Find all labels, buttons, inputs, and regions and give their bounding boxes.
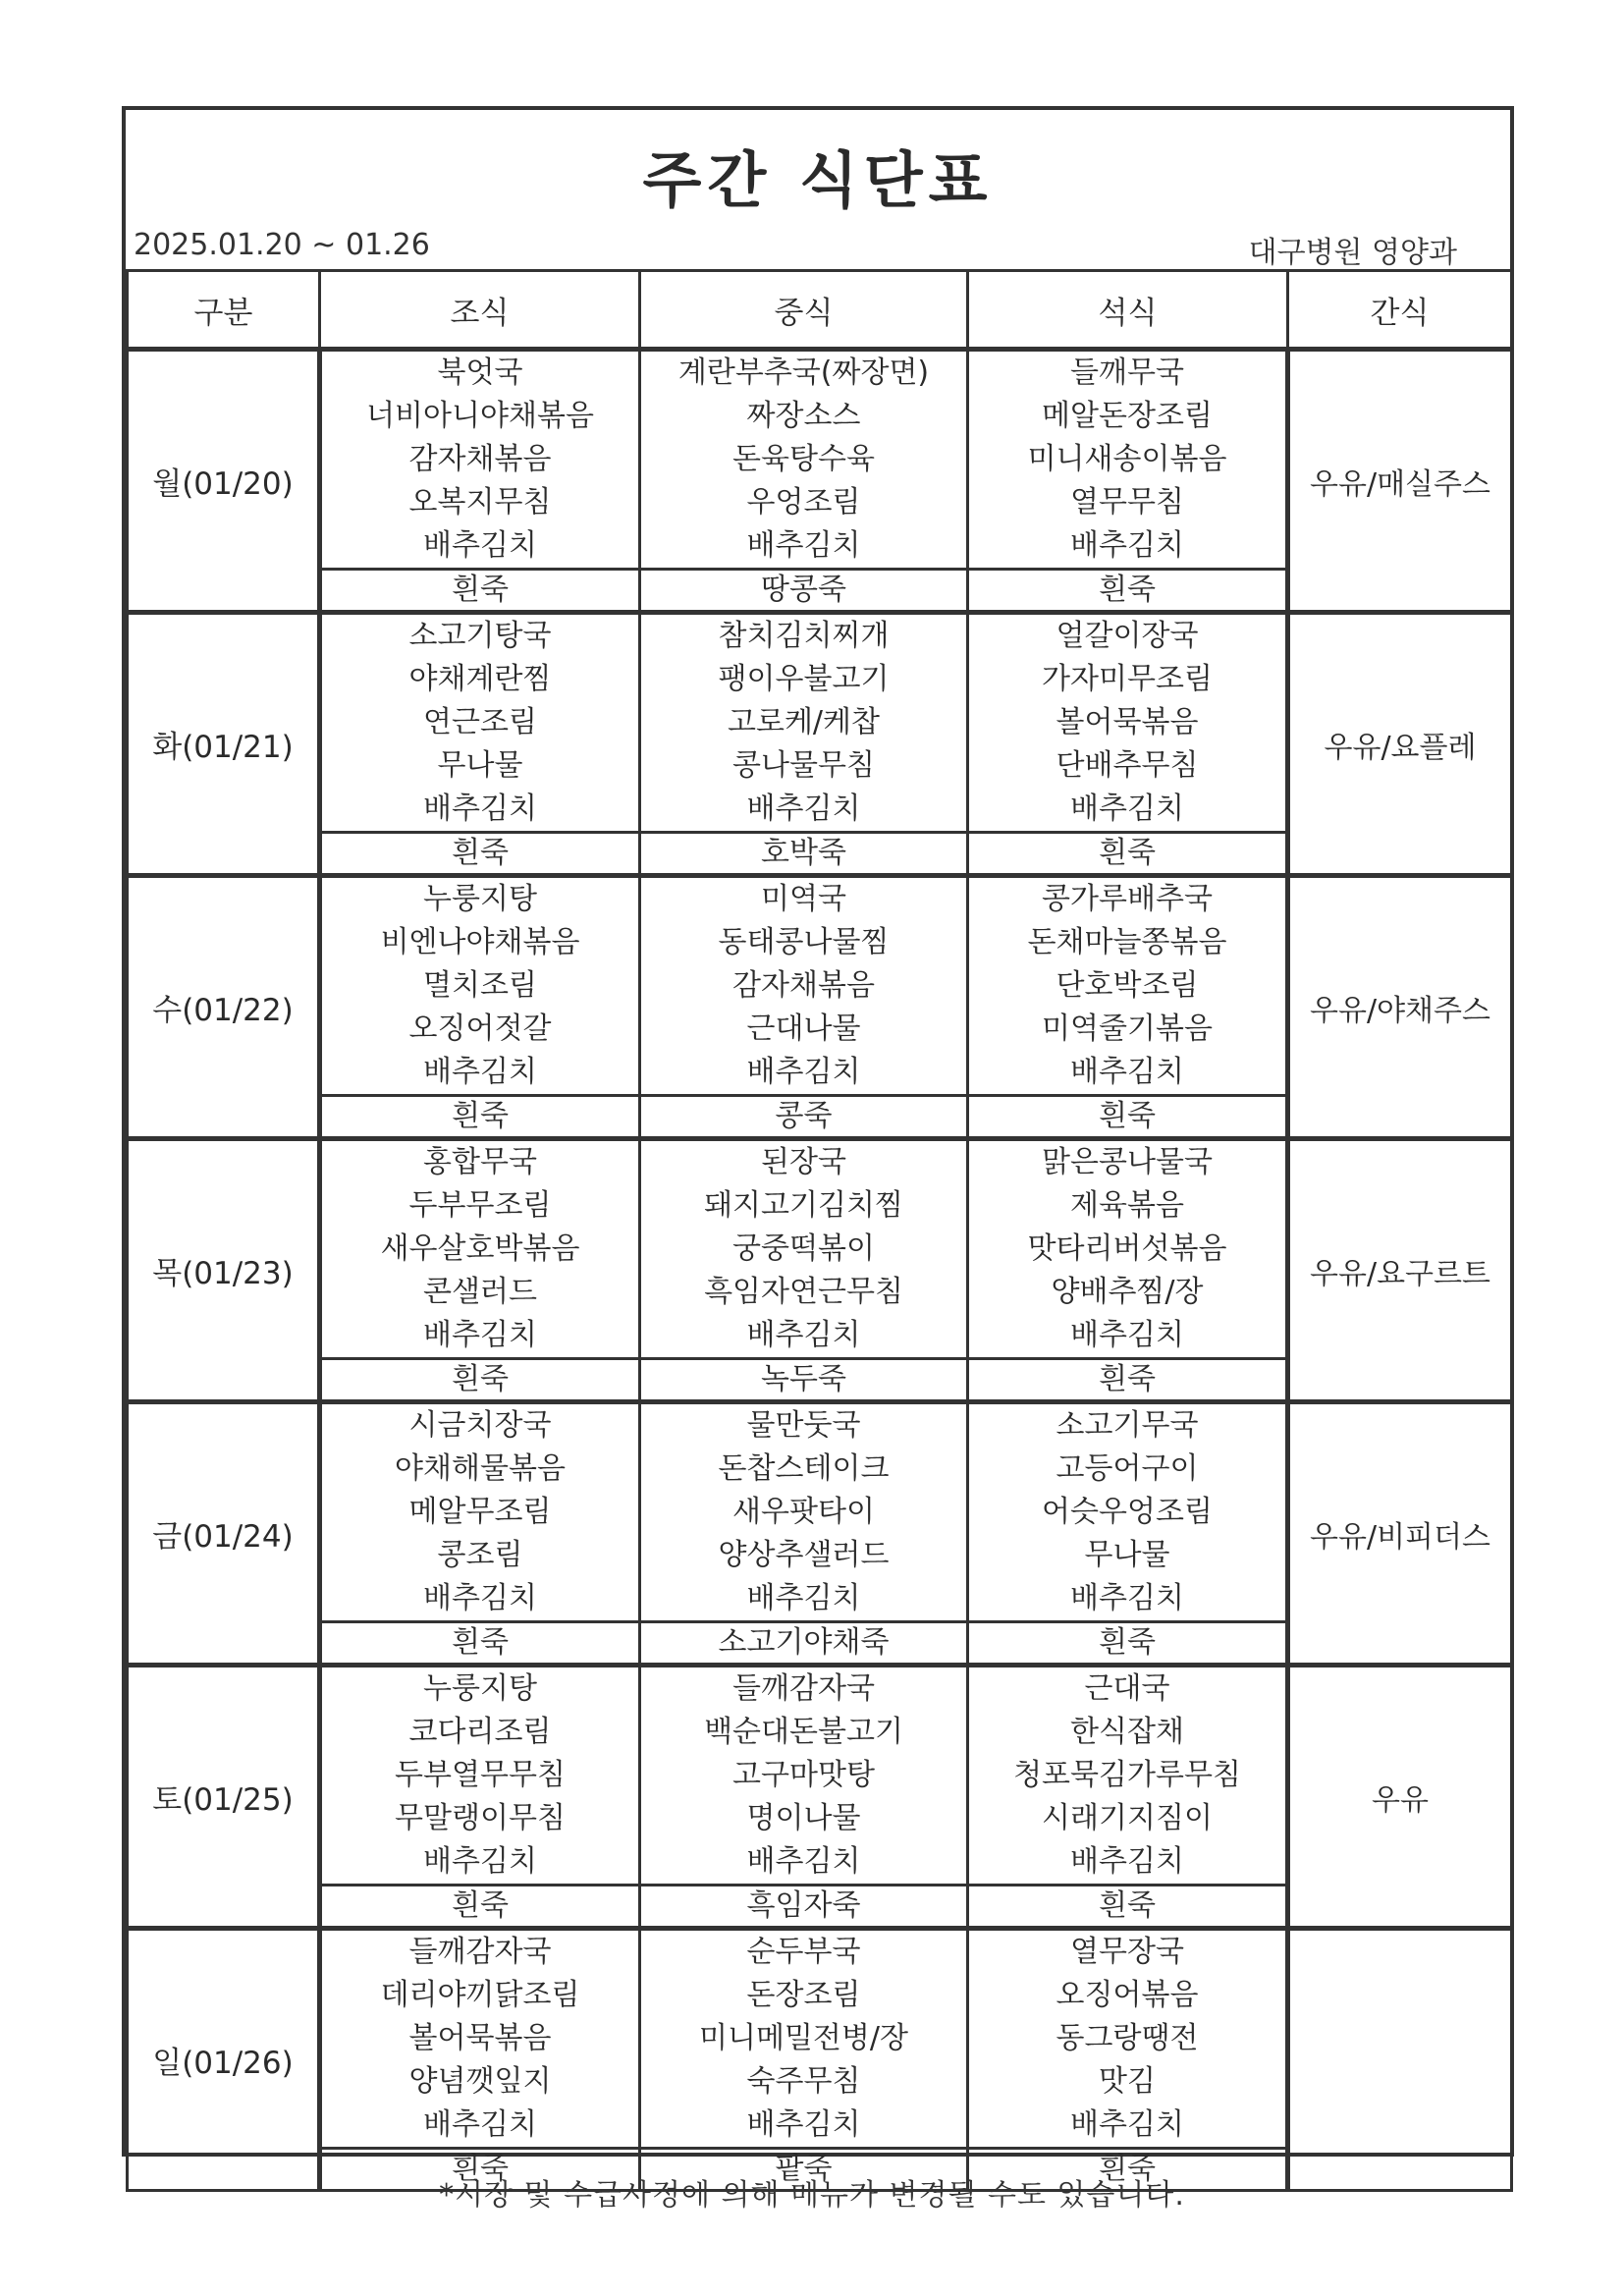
dinner-porridge: 흰죽 [968, 570, 1288, 613]
breakfast-dish: 들깨감자국 [408, 1935, 552, 1969]
day-label: 월(01/20) [128, 350, 320, 613]
dinner-porridge: 흰죽 [968, 1359, 1288, 1402]
dinner-dish: 배추김치 [1070, 1844, 1184, 1879]
day-row [128, 876, 1512, 1096]
dinner-dish: 얼갈이장국 [1056, 619, 1199, 653]
lunch-cell [640, 1139, 968, 1359]
day-row [128, 613, 1512, 833]
dinner-dish: 소고기무국 [1056, 1408, 1199, 1443]
breakfast-cell [320, 1666, 640, 1886]
dinner-dish: 들깨무국 [1070, 355, 1184, 390]
lunch-dish: 배추김치 [746, 1844, 861, 1879]
period-label: 2025.01.20 ~ 01.26 [134, 228, 430, 262]
dinner-dish: 배추김치 [1070, 792, 1184, 826]
lunch-dish: 돼지고기김치찜 [704, 1188, 903, 1223]
dinner-dish: 맛김 [1099, 2064, 1156, 2099]
dinner-dish: 열무장국 [1070, 1935, 1184, 1969]
dinner-cell [968, 613, 1288, 833]
snack-cell: 우유/비피더스 [1288, 1402, 1512, 1666]
dinner-dish: 근대국 [1084, 1671, 1170, 1706]
snack-cell: 우유 [1288, 1666, 1512, 1929]
dinner-cell [968, 1139, 1288, 1359]
lunch-porridge: 땅콩죽 [640, 570, 968, 613]
breakfast-dish: 콘샐러드 [423, 1275, 537, 1309]
breakfast-dish: 홍합무국 [423, 1145, 537, 1179]
lunch-porridge: 호박죽 [640, 833, 968, 876]
lunch-cell [640, 1402, 968, 1622]
breakfast-dish: 메알무조림 [408, 1495, 552, 1529]
lunch-cell [640, 613, 968, 833]
breakfast-porridge: 흰죽 [320, 1359, 640, 1402]
dinner-cell [968, 876, 1288, 1096]
dinner-porridge: 흰죽 [968, 833, 1288, 876]
header-snack: 간식 [1288, 271, 1512, 350]
snack-cell: 우유/매실주스 [1288, 350, 1512, 613]
breakfast-dish: 데리야끼닭조림 [380, 1978, 580, 2012]
day-label: 수(01/22) [128, 876, 320, 1139]
day-row [128, 1666, 1512, 1886]
day-row [128, 350, 1512, 570]
dinner-dish: 콩가루배추국 [1042, 882, 1213, 916]
breakfast-dish: 배추김치 [423, 1581, 537, 1615]
dinner-dish: 열무무침 [1070, 485, 1184, 519]
breakfast-dish: 배추김치 [423, 528, 537, 563]
dinner-dish: 한식잡채 [1070, 1715, 1184, 1749]
lunch-dish: 고로케/케찹 [727, 705, 880, 739]
breakfast-cell [320, 1402, 640, 1622]
day-row [128, 1929, 1512, 2149]
lunch-dish: 콩나물무침 [732, 748, 875, 783]
breakfast-dish: 소고기탕국 [408, 619, 552, 653]
lunch-dish: 새우팟타이 [732, 1495, 875, 1529]
dinner-dish: 미역줄기볶음 [1042, 1011, 1213, 1046]
breakfast-dish: 비엔나야채볶음 [380, 925, 580, 959]
department-label: 대구병원 영양과 [1248, 236, 1457, 270]
dinner-porridge: 흰죽 [968, 2149, 1288, 2191]
breakfast-dish: 코다리조림 [408, 1715, 552, 1749]
lunch-cell [640, 350, 968, 570]
dinner-cell [968, 1402, 1288, 1622]
lunch-porridge: 콩죽 [640, 1096, 968, 1139]
breakfast-cell [320, 613, 640, 833]
lunch-dish: 궁중떡볶이 [732, 1231, 875, 1266]
breakfast-dish: 무나물 [437, 748, 523, 783]
breakfast-dish: 무말랭이무침 [395, 1801, 566, 1835]
day-row [128, 1139, 1512, 1359]
dinner-dish: 오징어볶음 [1056, 1978, 1199, 2012]
header-lunch: 중식 [640, 271, 968, 350]
dinner-dish: 청포묵김가루무침 [1013, 1758, 1241, 1792]
dinner-dish: 단배추무침 [1056, 748, 1199, 783]
breakfast-dish: 배추김치 [423, 1318, 537, 1352]
day-label: 목(01/23) [128, 1139, 320, 1402]
breakfast-dish: 야채해물볶음 [395, 1451, 566, 1486]
lunch-dish: 미니메밀전병/장 [699, 2021, 908, 2055]
breakfast-cell [320, 1139, 640, 1359]
breakfast-dish: 콩조림 [437, 1538, 523, 1572]
snack-cell: 우유/야채주스 [1288, 876, 1512, 1139]
breakfast-dish: 너비아니야채볶음 [366, 399, 594, 433]
breakfast-dish: 야채계란찜 [408, 662, 552, 696]
breakfast-dish: 누룽지탕 [423, 882, 537, 916]
lunch-porridge: 녹두죽 [640, 1359, 968, 1402]
header-dinner: 석식 [968, 271, 1288, 350]
lunch-dish: 배추김치 [746, 1581, 861, 1615]
breakfast-dish: 볼어묵볶음 [408, 2021, 552, 2055]
dinner-dish: 배추김치 [1070, 2107, 1184, 2142]
dinner-dish: 제육볶음 [1070, 1188, 1184, 1223]
snack-cell: 우유/요플레 [1288, 613, 1512, 876]
lunch-dish: 된장국 [761, 1145, 846, 1179]
lunch-dish: 돈찹스테이크 [718, 1451, 890, 1486]
dinner-dish: 가자미무조림 [1042, 662, 1213, 696]
dinner-dish: 시래기지짐이 [1042, 1801, 1213, 1835]
lunch-dish: 숙주무침 [746, 2064, 861, 2099]
breakfast-dish: 연근조림 [423, 705, 537, 739]
breakfast-dish: 멸치조림 [423, 968, 537, 1003]
dinner-dish: 메알돈장조림 [1042, 399, 1213, 433]
breakfast-cell [320, 350, 640, 570]
lunch-dish: 명이나물 [746, 1801, 861, 1835]
lunch-dish: 배추김치 [746, 528, 861, 563]
lunch-dish: 미역국 [761, 882, 846, 916]
lunch-cell [640, 1666, 968, 1886]
lunch-dish: 우엉조림 [746, 485, 861, 519]
breakfast-dish: 배추김치 [423, 2107, 537, 2142]
lunch-dish: 팽이우불고기 [718, 662, 890, 696]
lunch-dish: 배추김치 [746, 1055, 861, 1089]
lunch-dish: 돈육탕수육 [732, 442, 875, 476]
breakfast-porridge: 흰죽 [320, 1622, 640, 1666]
dinner-dish: 고등어구이 [1056, 1451, 1199, 1486]
dinner-cell [968, 350, 1288, 570]
breakfast-porridge: 흰죽 [320, 2149, 640, 2191]
lunch-porridge: 소고기야채죽 [640, 1622, 968, 1666]
dinner-porridge: 흰죽 [968, 1622, 1288, 1666]
lunch-dish: 배추김치 [746, 2107, 861, 2142]
footnote: *시장 및 수급사정에 의해 메뉴가 변경될 수도 있습니다. [439, 2178, 1185, 2213]
lunch-dish: 돈장조림 [746, 1978, 861, 2012]
dinner-porridge: 흰죽 [968, 1096, 1288, 1139]
lunch-dish: 물만둣국 [746, 1408, 861, 1443]
lunch-porridge: 흑임자죽 [640, 1886, 968, 1929]
dinner-cell [968, 1929, 1288, 2149]
breakfast-porridge: 흰죽 [320, 833, 640, 876]
dinner-dish: 배추김치 [1070, 1055, 1184, 1089]
lunch-dish: 순두부국 [746, 1935, 861, 1969]
lunch-dish: 계란부추국(짜장면) [677, 355, 930, 390]
dinner-dish: 어슷우엉조림 [1042, 1495, 1213, 1529]
header-row [128, 271, 1512, 350]
header-breakfast: 조식 [320, 271, 640, 350]
dinner-dish: 무나물 [1084, 1538, 1170, 1572]
dinner-cell [968, 1666, 1288, 1886]
breakfast-dish: 시금치장국 [408, 1408, 552, 1443]
breakfast-dish: 감자채볶음 [408, 442, 552, 476]
breakfast-dish: 북엇국 [437, 355, 523, 390]
lunch-cell [640, 876, 968, 1096]
dinner-dish: 볼어묵볶음 [1056, 705, 1199, 739]
lunch-dish: 동태콩나물찜 [718, 925, 890, 959]
lunch-cell [640, 1929, 968, 2149]
breakfast-dish: 새우살호박볶음 [380, 1231, 580, 1266]
dinner-dish: 돈채마늘쫑볶음 [1027, 925, 1227, 959]
lunch-dish: 들깨감자국 [732, 1671, 875, 1706]
breakfast-dish: 오징어젓갈 [408, 1011, 552, 1046]
lunch-dish: 감자채볶음 [732, 968, 875, 1003]
dinner-dish: 양배추찜/장 [1051, 1275, 1204, 1309]
breakfast-cell [320, 1929, 640, 2149]
dinner-dish: 맑은콩나물국 [1042, 1145, 1213, 1179]
breakfast-dish: 배추김치 [423, 1844, 537, 1879]
weekly-menu-table [126, 269, 1513, 2192]
breakfast-dish: 두부열무무침 [395, 1758, 566, 1792]
dinner-dish: 배추김치 [1070, 528, 1184, 563]
breakfast-dish: 누룽지탕 [423, 1671, 537, 1706]
dinner-dish: 맛타리버섯볶음 [1027, 1231, 1227, 1266]
breakfast-porridge: 흰죽 [320, 1886, 640, 1929]
page-title: 주간 식단표 [642, 144, 994, 216]
breakfast-cell [320, 876, 640, 1096]
breakfast-porridge: 흰죽 [320, 1096, 640, 1139]
day-label: 일(01/26) [128, 1929, 320, 2191]
dinner-dish: 배추김치 [1070, 1581, 1184, 1615]
breakfast-dish: 배추김치 [423, 1055, 537, 1089]
lunch-dish: 배추김치 [746, 1318, 861, 1352]
breakfast-dish: 배추김치 [423, 792, 537, 826]
day-label: 토(01/25) [128, 1666, 320, 1929]
day-row [128, 1402, 1512, 1622]
menu-frame [122, 106, 1514, 2186]
breakfast-dish: 두부무조림 [408, 1188, 552, 1223]
lunch-porridge: 팥죽 [640, 2149, 968, 2191]
dinner-dish: 단호박조림 [1056, 968, 1199, 1003]
breakfast-porridge: 흰죽 [320, 570, 640, 613]
lunch-dish: 양상추샐러드 [718, 1538, 890, 1572]
lunch-dish: 근대나물 [746, 1011, 861, 1046]
breakfast-dish: 양념깻잎지 [408, 2064, 552, 2099]
lunch-dish: 고구마맛탕 [732, 1758, 875, 1792]
header-category: 구분 [128, 271, 320, 350]
day-label: 화(01/21) [128, 613, 320, 876]
dinner-porridge: 흰죽 [968, 1886, 1288, 1929]
day-label: 금(01/24) [128, 1402, 320, 1666]
dinner-dish: 동그랑땡전 [1056, 2021, 1199, 2055]
snack-cell [1288, 1929, 1512, 2191]
lunch-dish: 흑임자연근무침 [704, 1275, 903, 1309]
lunch-dish: 참치김치찌개 [718, 619, 890, 653]
dinner-dish: 배추김치 [1070, 1318, 1184, 1352]
dinner-dish: 미니새송이볶음 [1027, 442, 1227, 476]
snack-cell: 우유/요구르트 [1288, 1139, 1512, 1402]
lunch-dish: 짜장소스 [746, 399, 861, 433]
lunch-dish: 백순대돈불고기 [704, 1715, 903, 1749]
breakfast-dish: 오복지무침 [408, 485, 552, 519]
lunch-dish: 배추김치 [746, 792, 861, 826]
